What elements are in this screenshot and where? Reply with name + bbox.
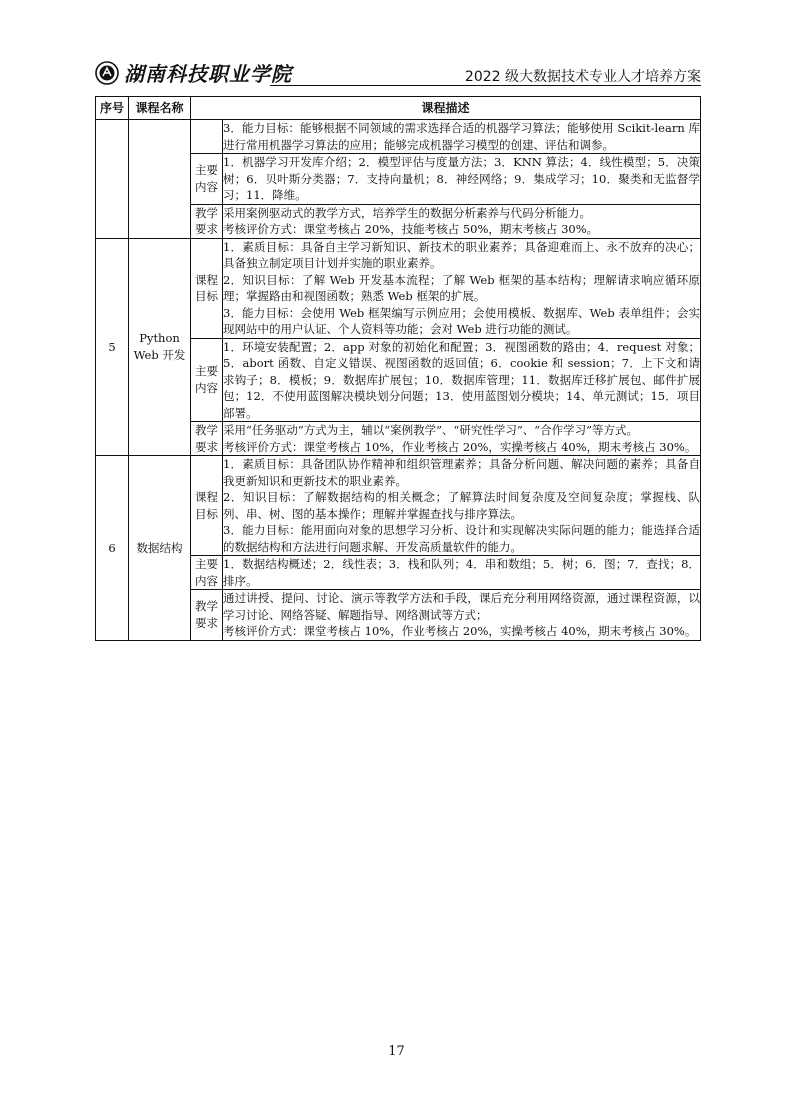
goal-text: 1．素质目标：具备自主学习新知识、新技术的职业素养；具备迎难而上、永不放弃的决心；具备独立制定项目计划并实施的职业素养。 2．知识目标：了解 Web 开发基本流程；了解 Web 框架的基本结构；理解请求响应循环原理；掌握路由和视图函数；熟悉 Web 框架的扩展。 3．能力目标：会使用 Web 框架编写示例应用；会使用模板、数据库、Web 表单组件；会实现网站中的用户认证、个人资料等功能；会对 Web 进行功能的测试。 [223,239,701,336]
school-logo [95,58,292,87]
teach-text: 采用案例驱动式的教学方式，培养学生的数据分析素养与代码分析能力。 考核评价方式：课堂考核占 20%，技能考核占 50%，期末考核占 30%。 [223,204,701,238]
content-text: 1．数据结构概述；2．线性表；3．栈和队列；4．串和数组；5．树；6．图；7．查找；8．排序。 [223,557,701,588]
content-text: 1．机器学习开发库介绍；2．模型评估与度量方法；3．KNN 算法；4．线性模型；5．决策树；6．贝叶斯分类器；7．支持向量机；8．神经网络；9．集成学习；10．聚类和无监督学习；11．降维。 [223,155,701,202]
header-num: 序号 [96,97,129,120]
content-label: 主要内容 [191,556,223,590]
course-name: Python Web 开发 [129,238,191,456]
num-cell-continued [96,120,129,239]
course-num: 5 [96,238,129,456]
table-row [96,120,701,154]
table-header-row [96,97,701,120]
content-text: 1．环境安装配置；2．app 对象的初始化和配置；3．视图函数的路由；4．request 对象；5．abort 函数、自定义错误、视图函数的返回值；6．cookie 和 session；7．上下文和请求钩子；8．模板；9．数据库扩展包；10．数据库管理；11．数据库迁移扩展包、邮件扩展包；12．不使用蓝图解决模块划分问题；13．使用蓝图划分模块；14、单元测试；15．项目部署。 [223,339,701,420]
course-num: 6 [96,456,129,641]
school-name: 湖南科技职业学院 [124,62,292,86]
document-title: 2022 级大数据技术专业人才培养方案 [464,69,701,85]
page-header [95,58,701,88]
header-course-name: 课程名称 [129,97,191,120]
table-row [96,456,701,556]
school-emblem-icon [95,61,119,85]
teach-label: 教学要求 [191,204,223,238]
goal-text-continued: 3．能力目标：能够根据不同领域的需求选择合适的机器学习算法；能够使用 Scikit-learn 库进行常用机器学习算法的应用；能够完成机器学习模型的创建、评估和调参。 [223,121,701,152]
goal-label-cell-continued [191,120,223,154]
content-label: 主要内容 [191,154,223,205]
content-label: 主要内容 [191,338,223,422]
goal-text: 1．素质目标：具备团队协作精神和组织管理素养；具备分析问题、解决问题的素养；具备自我更新知识和更新技术的职业素养。 2．知识目标：了解数据结构的相关概念；了解算法时间复杂度及空间复杂度；掌握栈、队列、串、树、图的基本操作；理解并掌握查找与排序算法。 3．能力目标：能用面向对象的思想学习分析、设计和实现解决实际问题的能力；能选择合适的数据结构和方法进行问题求解、开发高质量软件的能力。 [223,457,701,554]
header-rule [270,85,701,86]
course-name: 数据结构 [129,456,191,641]
teach-label: 教学要求 [191,422,223,456]
page-number: 17 [388,1044,405,1059]
header-course-desc: 课程描述 [191,97,701,120]
course-table [95,96,701,641]
name-cell-continued [129,120,191,239]
teach-text: 通过讲授、提问、讨论、演示等教学方法和手段，课后充分利用网络资源，通过课程资源，以学习讨论、网络答疑、解题指导、网络测试等方式； 考核评价方式：课堂考核占 10%，作业考核占 20%，实操考核占 40%，期末考核占 30%。 [223,591,701,638]
teach-label: 教学要求 [191,590,223,641]
goal-label: 课程目标 [191,238,223,338]
table-row [96,238,701,338]
teach-text: 采用“任务驱动”方式为主，辅以“案例教学”、“研究性学习”、“合作学习”等方式。 考核评价方式：课堂考核占 10%，作业考核占 20%，实操考核占 40%，期末考核占 30%。 [223,422,701,456]
goal-label: 课程目标 [191,456,223,556]
